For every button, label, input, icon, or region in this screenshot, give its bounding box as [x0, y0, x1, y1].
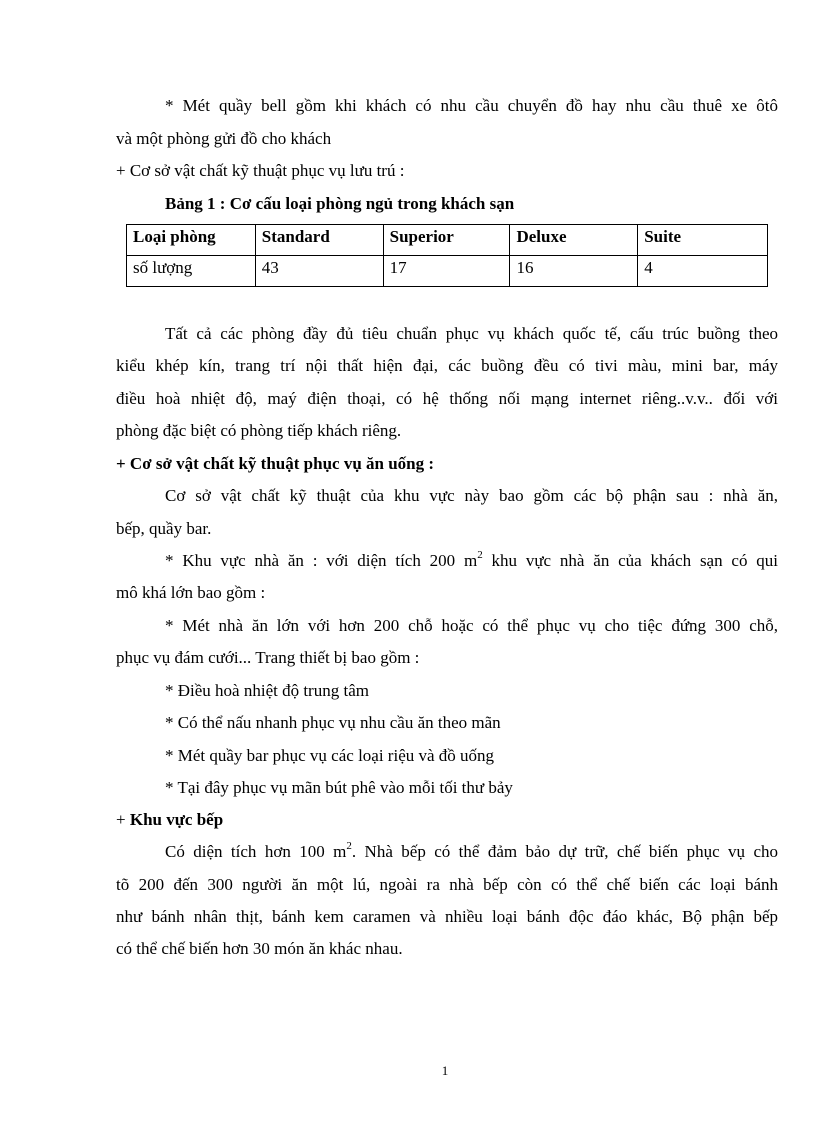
bullet-item: * Điều hoà nhiệt độ trung tâm	[165, 681, 369, 700]
paragraph-restaurant-area-line2: mô khá lớn bao gồm :	[116, 583, 266, 602]
table-header-row	[127, 225, 768, 256]
paragraph-rooms-line2: kiểu khép kín, trang trí nội thất hiện đại, các buồng đều có tivi màu, mini bar, máy	[116, 356, 778, 375]
paragraph-dining-line1: Cơ sở vật chất kỹ thuật của khu vực này bao gồm các bộ phận sau : nhà ăn,	[165, 486, 778, 505]
kitchen-heading-plus: +	[116, 810, 130, 829]
page-number: 1	[441, 1063, 449, 1078]
table-header-cell: Superior	[383, 225, 510, 256]
paragraph-rooms-line1: Tất cả các phòng đầy đủ tiêu chuẩn phục vụ khách quốc tế, cấu trúc buồng theo	[165, 324, 778, 343]
table-row	[127, 256, 768, 287]
superscript: 2	[346, 840, 352, 853]
paragraph-dining-line2: bếp, quầy bar.	[116, 519, 212, 538]
table-header-cell: Loại phòng	[127, 225, 256, 256]
table-caption: Bảng 1 : Cơ cấu loại phòng ngủ trong khách sạn	[165, 194, 515, 213]
paragraph-hall-line1: * Mét nhà ăn lớn với hơn 200 chỗ hoặc có thể phục vụ cho tiệc đứng 300 chỗ,	[165, 616, 778, 635]
table-cell: số lượng	[127, 256, 256, 287]
restaurant-area-text-b: khu vực nhà ăn của khách sạn có qui	[482, 551, 778, 570]
section-lodging-heading: + Cơ sở vật chất kỹ thuật phục vụ lưu trú :	[116, 161, 405, 180]
superscript: 2	[477, 549, 483, 562]
table-header-cell: Standard	[255, 225, 383, 256]
table-cell: 43	[255, 256, 383, 287]
section-kitchen-heading	[116, 809, 778, 831]
table-cell: 4	[638, 256, 768, 287]
paragraph-kitchen-line1	[165, 841, 778, 863]
kitchen-text-a: Có diện tích hơn 100 m	[165, 842, 347, 861]
paragraph-bell-line2: và một phòng gửi đồ cho khách	[116, 129, 332, 148]
paragraph-hall-line2: phục vụ đám cưới... Trang thiết bị bao gồm :	[116, 648, 420, 667]
bullet-item: * Mét quầy bar phục vụ các loại riệu và đồ uống	[165, 746, 495, 765]
paragraph-kitchen-line2: tõ 200 đến 300 người ăn một lú, ngoài ra nhà bếp còn có thể chế biến các loại bánh	[116, 875, 778, 894]
table-header-cell: Suite	[638, 225, 768, 256]
paragraph-bell-line1: * Mét quầy bell gồm khi khách có nhu cầu chuyển đồ hay nhu cầu thuê xe ôtô	[165, 96, 778, 115]
paragraph-kitchen-line4: có thể chế biến hơn 30 món ăn khác nhau.	[116, 939, 403, 958]
kitchen-heading-text: Khu vực bếp	[129, 810, 224, 829]
room-type-table	[126, 224, 768, 287]
table-header-cell: Deluxe	[510, 225, 638, 256]
paragraph-kitchen-line3: như bánh nhân thịt, bánh kem caramen và nhiều loại bánh độc đáo khác, Bộ phận bếp	[116, 907, 778, 926]
restaurant-area-text-a: * Khu vực nhà ăn : với diện tích 200 m	[165, 551, 478, 570]
paragraph-rooms-line4: phòng đặc biệt có phòng tiếp khách riêng.	[116, 421, 402, 440]
bullet-item: * Tại đây phục vụ mãn bút phê vào mỗi tối thư bảy	[165, 778, 513, 797]
kitchen-text-b: . Nhà bếp có thể đảm bảo dự trữ, chế biến phục vụ cho	[351, 842, 778, 861]
section-dining-heading: + Cơ sở vật chất kỹ thuật phục vụ ăn uống :	[116, 454, 435, 473]
table-cell: 16	[510, 256, 638, 287]
paragraph-restaurant-area-line1	[165, 550, 778, 572]
table-cell: 17	[383, 256, 510, 287]
bullet-item: * Có thể nấu nhanh phục vụ nhu cầu ăn theo mãn	[165, 713, 501, 732]
paragraph-rooms-line3: điều hoà nhiệt độ, maý điện thoại, có hệ thống nối mạng internet riêng..v.v.. đối với	[116, 389, 778, 408]
